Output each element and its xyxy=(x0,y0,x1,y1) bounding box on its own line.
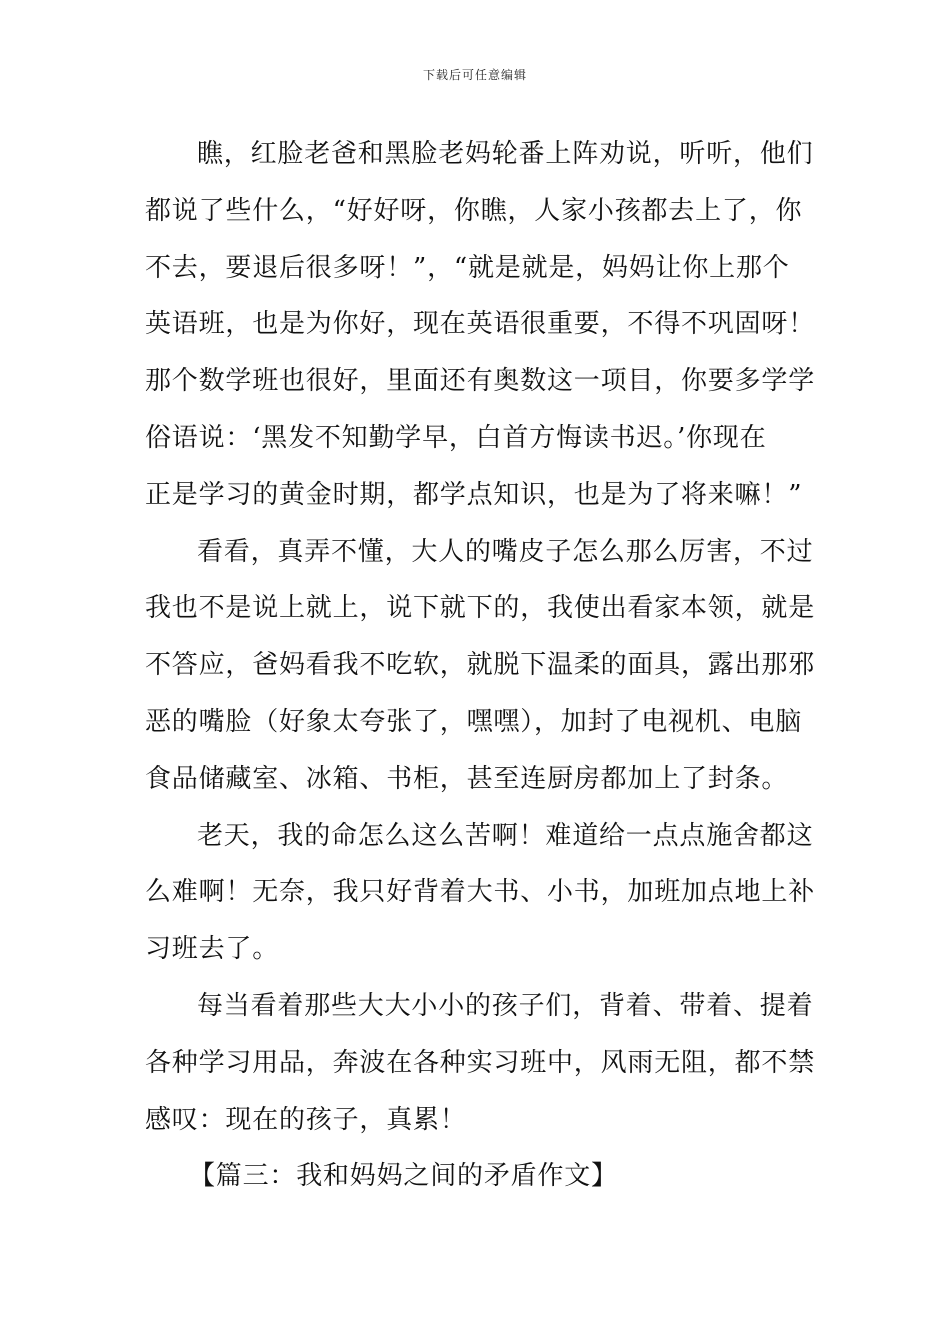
paragraph xyxy=(145,126,816,524)
text-line: 不答应，爸妈看我不吃软，就脱下温柔的面具，露出那邪 xyxy=(145,650,816,681)
text-line: 老天，我的命怎么这么苦啊！难道给一点点施舍都这 xyxy=(197,820,814,851)
text-line: 不去，要退后很多呀！”，“就是就是，妈妈让你上那个 xyxy=(145,252,790,283)
paragraph xyxy=(145,978,816,1148)
text-line: 习班去了。 xyxy=(145,934,280,965)
text-line: 都说了些什么，“好好呀，你瞧，人家小孩都去上了，你 xyxy=(145,195,803,226)
text-line: 感叹：现在的孩子，真累！ xyxy=(145,1104,467,1135)
text-line: 各种学习用品，奔波在各种实习班中，风雨无阻，都不禁 xyxy=(145,1047,816,1078)
page-header: 下载后可任意编辑 xyxy=(422,68,527,82)
text-line: 食品储藏室、冰箱、书柜，甚至连厨房都加上了封条。 xyxy=(145,763,789,794)
text-line: 那个数学班也很好，里面还有奥数这一项目，你要多学学 xyxy=(145,366,816,397)
text-line: 瞧，红脸老爸和黑脸老妈轮番上阵劝说，听听，他们 xyxy=(197,139,814,169)
text-line: 看看，真弄不懂，大人的嘴皮子怎么那么厉害，不过 xyxy=(197,536,814,567)
text-line: 我也不是说上就上，说下就下的，我使出看家本领，就是 xyxy=(145,593,816,624)
text-line: 俗语说：‘黑发不知勤学早，白首方悔读书迟。’你现在 xyxy=(145,422,767,453)
section-heading: 【篇三：我和妈妈之间的矛盾作文】 xyxy=(189,1161,618,1192)
paragraph xyxy=(145,808,816,978)
document-body xyxy=(145,126,816,1205)
text-line: 正是学习的黄金时期，都学点知识，也是为了将来嘛！” xyxy=(145,479,803,510)
text-line: 恶的嘴脸（好象太夸张了，嘿嘿），加封了电视机、电脑 xyxy=(145,706,803,737)
text-line: 么难啊！无奈，我只好背着大书、小书，加班加点地上补 xyxy=(145,877,816,908)
text-line: 英语班，也是为你好，现在英语很重要，不得不巩固呀！ xyxy=(145,309,816,340)
text-line: 每当看着那些大大小小的孩子们，背着、带着、提着 xyxy=(197,990,814,1021)
paragraph xyxy=(145,524,816,808)
